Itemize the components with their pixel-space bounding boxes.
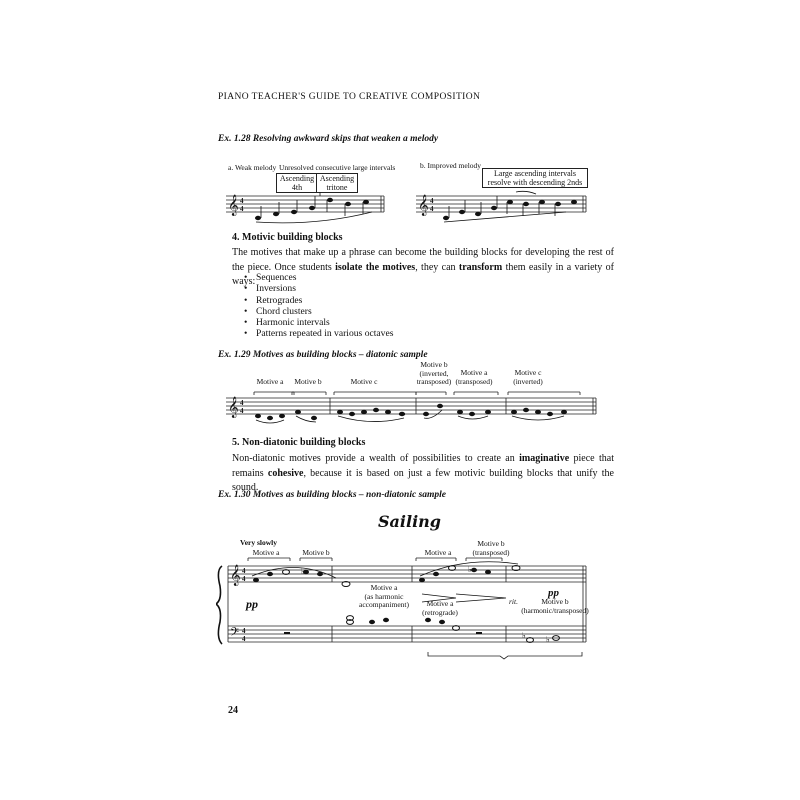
label-line: transposed) (416, 377, 452, 386)
text-run: The motives that make up a phrase can become the building blocks for developing the rest of the piece. Once students (232, 247, 614, 273)
list-item: • Sequences (244, 272, 393, 283)
ex129-motive-b-inverted (412, 361, 456, 387)
box-line: tritone (326, 183, 348, 192)
svg-text:4: 4 (242, 635, 246, 643)
label-line: Motive c (514, 368, 542, 377)
ex129-caption: Ex. 1.29 Motives as building blocks – diatonic sample (218, 350, 428, 360)
section-5-paragraph (232, 452, 614, 496)
ex128a-note: Unresolved consecutive large intervals (279, 163, 396, 172)
sailing-motive-b-transposed (466, 540, 516, 557)
svg-text:♭: ♭ (546, 635, 550, 644)
svg-text:𝄞: 𝄞 (418, 195, 429, 216)
label-line: (inverted) (513, 376, 543, 386)
section-5-heading: 5. Non-diatonic building blocks (232, 437, 366, 448)
svg-text:4: 4 (430, 205, 434, 213)
ex129-motive-c: Motive c (350, 377, 378, 386)
box-line: Large ascending intervals (493, 169, 577, 178)
text-run: , they can (415, 261, 459, 273)
list-item: • Patterns repeated in various octaves (244, 328, 393, 339)
box-line: Ascending (319, 174, 355, 183)
ex128b-label: b. Improved melody (420, 161, 482, 170)
label-line: Motive a (370, 583, 398, 592)
svg-text:𝄞: 𝄞 (228, 397, 239, 418)
svg-text:♭: ♭ (301, 567, 305, 576)
running-header: PIANO TEACHER'S GUIDE TO CREATIVE COMPOSITION (218, 92, 481, 102)
label-line: Motive b (420, 360, 448, 369)
box-line: resolve with descending 2nds (487, 178, 583, 187)
box-line: Ascending (279, 174, 315, 183)
label-line: Motive a (460, 368, 488, 377)
section-4-heading: 4. Motivic building blocks (232, 232, 343, 243)
bold-run: isolate the motives (335, 261, 416, 273)
ex130-caption: Ex. 1.30 Motives as building blocks – non-diatonic sample (218, 490, 447, 500)
svg-text:4: 4 (242, 567, 246, 575)
list-item: • Retrogrades (244, 295, 393, 306)
ex129-motive-a: Motive a (256, 377, 284, 386)
sailing-grand-staff (216, 556, 588, 660)
dynamic-pp-2: pp (548, 587, 559, 599)
svg-text:4: 4 (242, 575, 246, 583)
svg-text:4: 4 (240, 399, 244, 407)
label-line: Motive b (477, 539, 505, 548)
label-line: (inverted, (419, 368, 449, 378)
label-line: accompaniment) (359, 600, 409, 609)
list-item: • Inversions (244, 283, 393, 294)
tempo-marking: Very slowly (240, 538, 278, 547)
svg-text:𝄞: 𝄞 (228, 195, 239, 216)
svg-text:♭: ♭ (468, 565, 472, 574)
transform-list (244, 272, 393, 340)
text-run: , because it is based on just a few motivic building blocks that unify the sound. (232, 467, 614, 493)
text-run: Non-diatonic motives provide a wealth of possibilities to create an (232, 453, 520, 464)
page-number: 24 (228, 705, 238, 716)
sailing-motive-a-2: Motive a (424, 548, 452, 557)
list-item: • Chord clusters (244, 306, 393, 317)
label-line: (transposed) (472, 547, 510, 557)
bold-run: transform (458, 261, 503, 273)
ex129-motive-a-transposed (452, 369, 496, 386)
list-item: • Harmonic intervals (244, 317, 393, 328)
sailing-motive-a: Motive a (252, 548, 280, 557)
bold-run: imaginative (519, 453, 570, 464)
ex128-caption: Ex. 1.28 Resolving awkward skips that weaken a melody (218, 134, 439, 144)
svg-text:4: 4 (240, 205, 244, 213)
svg-text:4: 4 (240, 197, 244, 205)
ritardando-marking: rit. (509, 597, 518, 606)
ex128a-staff (226, 190, 386, 226)
ex129-staff (226, 386, 598, 426)
bold-run: cohesive (267, 467, 304, 479)
text-run: piece that remains (232, 453, 615, 479)
svg-text:𝄢: 𝄢 (230, 626, 240, 642)
box-line: 4th (291, 183, 303, 192)
piece-title: Sailing (378, 512, 441, 531)
svg-text:4: 4 (242, 627, 246, 635)
ex128a-label: a. Weak melody (228, 163, 277, 172)
ex128b-staff (416, 190, 588, 226)
ex129-motive-c-inverted (506, 369, 550, 386)
svg-text:4: 4 (430, 197, 434, 205)
label-line: (as harmonic (364, 591, 404, 601)
label-line: (transposed) (455, 376, 493, 386)
svg-text:♭: ♭ (522, 631, 526, 640)
label-line: Motive a (426, 599, 454, 608)
ex128b-box (482, 168, 588, 188)
label-line: (retrograde) (422, 607, 458, 617)
svg-text:4: 4 (240, 407, 244, 415)
ex129-motive-b: Motive b (294, 377, 322, 386)
label-line: Motive b (541, 597, 569, 606)
dynamic-pp-1: pp (246, 597, 258, 611)
svg-text:𝄞: 𝄞 (230, 565, 241, 586)
sailing-motive-b: Motive b (302, 548, 330, 557)
label-line: (harmonic/transposed) (521, 605, 589, 615)
text-run: them easily in a variety of ways: (232, 261, 615, 287)
